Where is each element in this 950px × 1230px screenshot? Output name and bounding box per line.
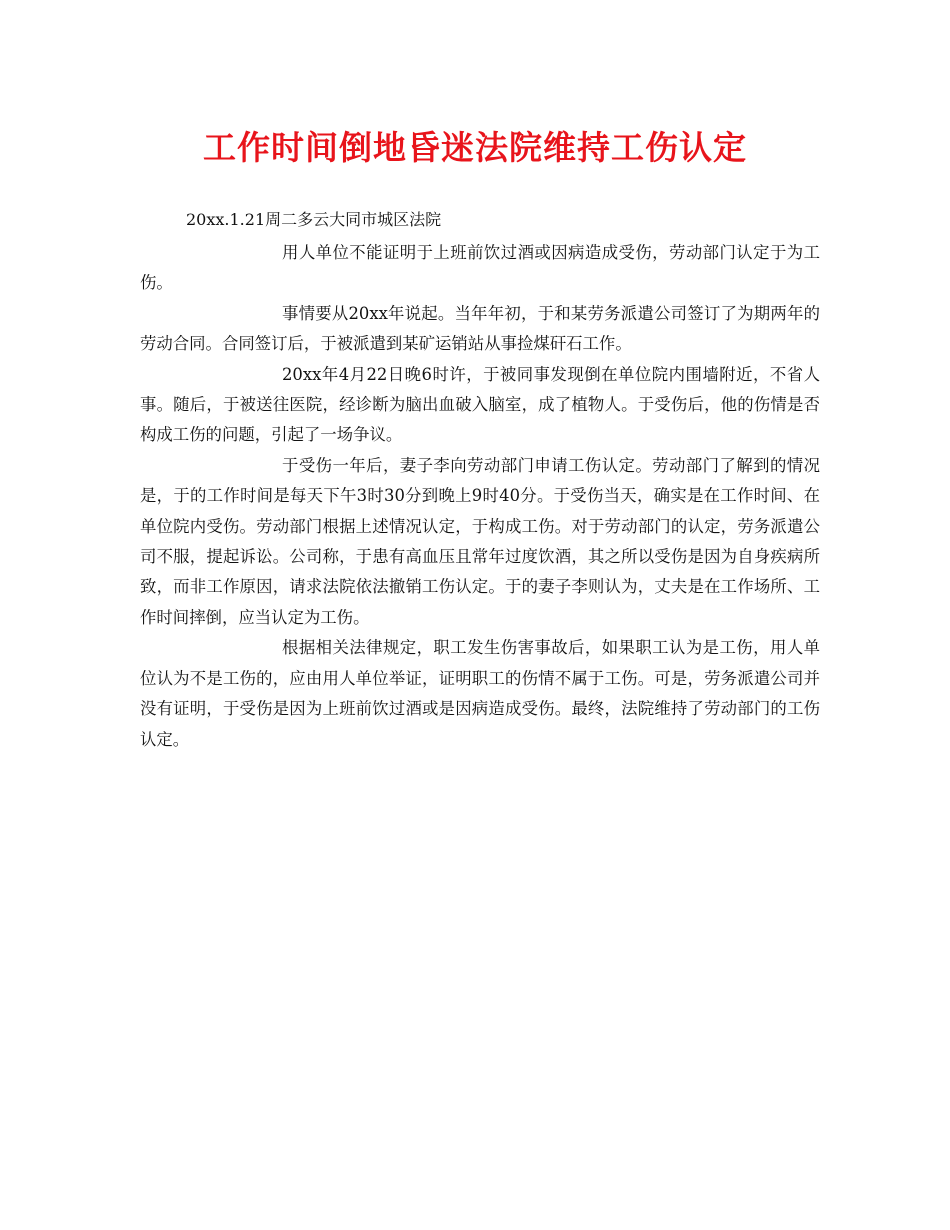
paragraph-incident: 20xx年4月22日晚6时许，于被同事发现倒在单位院内围墙附近，不省人事。随后，于被送往医院，经诊断为脑出血破入脑室，成了植物人。于受伤后，他的伤情是否构成工伤的问题，引起了一场争议。: [140, 364, 820, 445]
document-title: 工作时间倒地昏迷法院维持工伤认定: [203, 128, 747, 167]
paragraph-dispute: 于受伤一年后，妻子李向劳动部门申请工伤认定。劳动部门了解到的情况是，于的工作时间是每天下午3时30分到晚上9时40分。于受伤当天，确实是在工作时间、在单位院内受伤。劳动部门根据上述情况认定，于构成工伤。对于劳动部门的认定，劳务派遣公司不服，提起诉讼。公司称，于患有高血压且常年过度饮酒，其之所以受伤是因为自身疾病所致，而非工作原因，请求法院依法撤销工伤认定。于的妻子李则认为，丈夫是在工作场所、工作时间摔倒，应当认定为工伤。: [140, 455, 820, 627]
paragraph-ruling: 根据相关法律规定，职工发生伤害事故后，如果职工认为是工伤，用人单位认为不是工伤的，应由用人单位举证，证明职工的伤情不属于工伤。可是，劳务派遣公司并没有证明，于受伤是因为上班前饮过酒或是因病造成受伤。最终，法院维持了劳动部门的工伤认定。: [140, 638, 820, 749]
paragraph-intro: 用人单位不能证明于上班前饮过酒或因病造成受伤，劳动部门认定于为工伤。: [140, 243, 820, 293]
article-body: [140, 238, 820, 755]
date-location-line: 20xx.1.21周二多云大同市城区法院: [186, 210, 442, 229]
paragraph-background: 事情要从20xx年说起。当年年初，于和某劳务派遣公司签订了为期两年的劳动合同。合同签订后，于被派遣到某矿运销站从事捡煤矸石工作。: [140, 303, 820, 354]
